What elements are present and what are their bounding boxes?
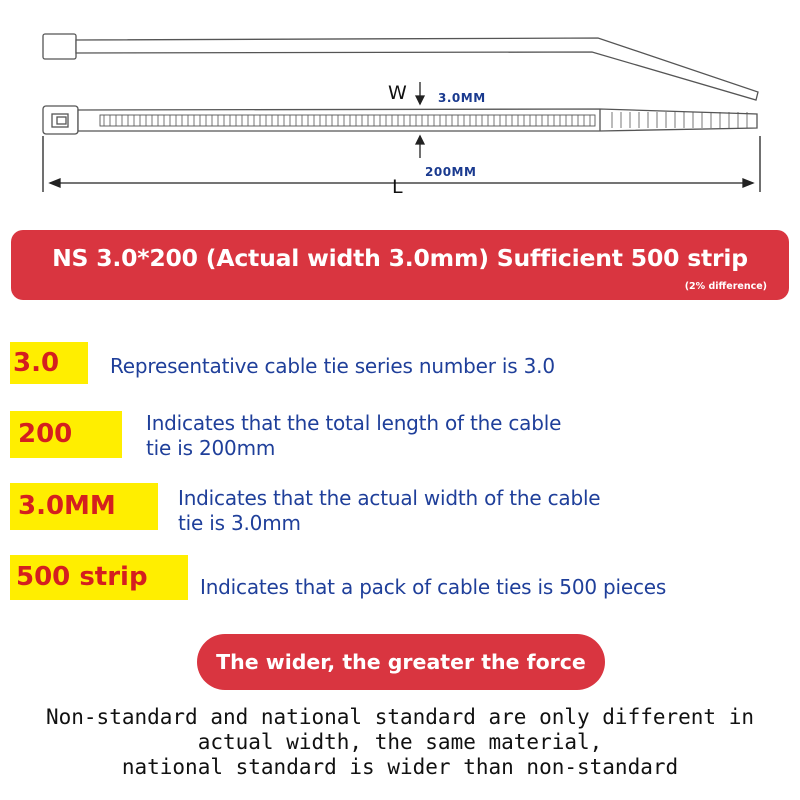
spec-tag-width: 3.0MM: [10, 483, 158, 530]
spec-text-length-line1: Indicates that the total length of the cable: [146, 411, 562, 435]
footer-note: [0, 705, 800, 780]
banner-note: (2% difference): [684, 281, 767, 292]
spec-text-series: Representative cable tie series number is 3.0: [110, 354, 555, 378]
banner-title: NS 3.0*200 (Actual width 3.0mm) Sufficient 500 strip: [52, 244, 748, 272]
spec-tag-length: 200: [10, 411, 122, 458]
spec-text-width: [178, 486, 600, 536]
slogan-pill: The wider, the greater the force: [197, 634, 605, 690]
footer-note-line2: actual width, the same material,: [197, 730, 603, 754]
product-banner: [11, 230, 789, 300]
cable-tie-diagram: [0, 0, 800, 215]
footer-note-line3: national standard is wider than non-standard: [121, 755, 679, 779]
spec-text-length: [146, 411, 561, 461]
spec-text-width-line1: Indicates that the actual width of the cable: [178, 486, 601, 510]
cable-tie-top-view: [43, 106, 757, 134]
spec-tag-quantity: 500 strip: [10, 555, 188, 600]
footer-note-line1: Non-standard and national standard are only different in: [45, 705, 754, 729]
width-value: 3.0MM: [438, 91, 486, 105]
spec-text-quantity: Indicates that a pack of cable ties is 500 pieces: [200, 575, 667, 599]
length-letter: L: [392, 176, 403, 198]
spec-text-width-line2: tie is 3.0mm: [178, 511, 301, 535]
spec-tag-series: 3.0: [10, 342, 88, 384]
width-letter: W: [388, 82, 407, 104]
spec-text-length-line2: tie is 200mm: [146, 436, 276, 460]
length-value: 200MM: [425, 165, 477, 179]
